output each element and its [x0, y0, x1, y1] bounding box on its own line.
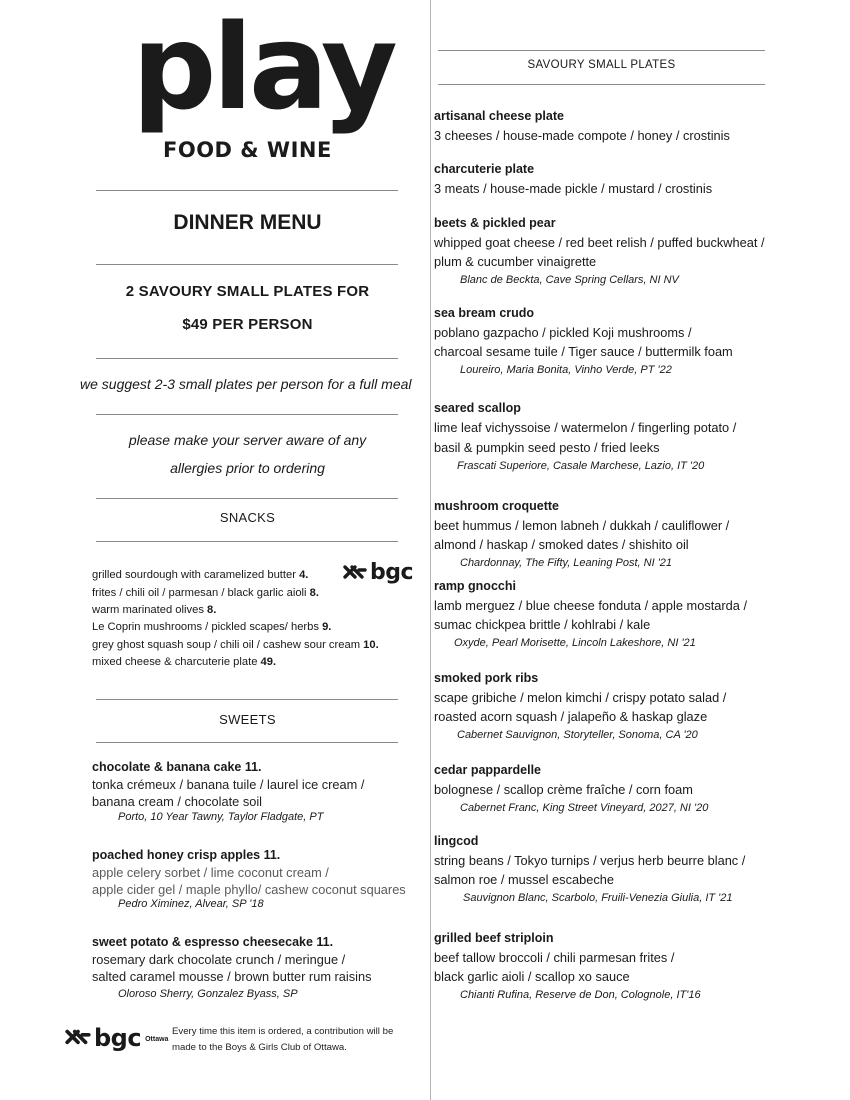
plate-name: sea bream crudo: [434, 306, 535, 320]
plate-description: black garlic aioli / scallop xo sauce: [434, 969, 630, 984]
bgc-ottawa-logo: [64, 1024, 168, 1052]
wine-pairing: Oloroso Sherry, Gonzalez Byass, SP: [118, 988, 298, 1000]
plate-description: beef tallow broccoli / chili parmesan frites /: [434, 950, 675, 965]
allergy-note-line-2: allergies prior to ordering: [170, 460, 325, 476]
plate-name: seared scallop: [434, 401, 521, 415]
divider: [96, 358, 398, 359]
bgc-logo-text: bgc: [94, 1024, 142, 1052]
snacks-heading: SNACKS: [219, 510, 276, 525]
plate-name: artisanal cheese plate: [434, 109, 564, 123]
divider: [96, 541, 398, 542]
plate-description: plum & cucumber vinaigrette: [434, 254, 597, 269]
plate-description: scape gribiche / melon kimchi / crispy potato salad /: [434, 690, 727, 705]
wine-pairing: Chianti Rufina, Reserve de Don, Colognole, IT'16: [460, 989, 701, 1001]
plate-description: almond / haskap / smoked dates / shishito oil: [434, 537, 689, 552]
restaurant-tagline: FOOD & WINE: [163, 138, 332, 162]
savoury-heading: SAVOURY SMALL PLATES: [527, 59, 676, 71]
sweets-heading: SWEETS: [219, 712, 276, 727]
sweet-description: tonka crémeux / banana tuile / laurel ice cream /: [92, 777, 365, 792]
plate-description: whipped goat cheese / red beet relish / puffed buckwheat /: [434, 235, 765, 250]
divider: [438, 50, 765, 51]
snack-item: mixed cheese & charcuterie plate 49.: [92, 656, 277, 668]
divider: [438, 84, 765, 85]
suggestion-note: we suggest 2-3 small plates per person for a full meal: [80, 376, 412, 392]
plate-description: 3 cheeses / house-made compote / honey / crostinis: [434, 128, 730, 143]
snack-item: frites / chili oil / parmesan / black garlic aioli 8.: [92, 587, 319, 599]
plate-description: poblano gazpacho / pickled Koji mushrooms /: [434, 325, 692, 340]
bgc-logo: [342, 560, 413, 585]
allergy-note-line-1: please make your server aware of any: [128, 432, 367, 448]
sweet-description: salted caramel mousse / brown butter rum raisins: [92, 969, 372, 984]
promo-line-1: 2 SAVOURY SMALL PLATES FOR: [125, 283, 370, 300]
divider: [96, 190, 398, 191]
plate-description: 3 meats / house-made pickle / mustard / crostinis: [434, 181, 713, 196]
bgc-x-icon: [64, 1027, 92, 1049]
divider: [96, 414, 398, 415]
wine-pairing: Cabernet Franc, King Street Vineyard, 2027, NI '20: [460, 802, 709, 814]
plate-description: sumac chickpea brittle / kohlrabi / kale: [434, 617, 651, 632]
sweet-name: poached honey crisp apples 11.: [92, 848, 281, 862]
plate-name: grilled beef striploin: [434, 931, 554, 945]
plate-description: beet hummus / lemon labneh / dukkah / cauliflower /: [434, 518, 730, 533]
bgc-logo-text: bgc: [370, 560, 414, 585]
wine-pairing: Chardonnay, The Fifty, Leaning Post, NI '21: [460, 557, 673, 569]
wine-pairing: Oxyde, Pearl Morisette, Lincoln Lakeshore, NI '21: [454, 637, 696, 649]
wine-pairing: Cabernet Sauvignon, Storyteller, Sonoma, CA '20: [457, 729, 698, 741]
snack-item: warm marinated olives 8.: [92, 604, 217, 616]
sweet-name: sweet potato & espresso cheesecake 11.: [92, 935, 334, 949]
bgc-x-icon: [342, 563, 368, 583]
plate-description: lime leaf vichyssoise / watermelon / fingerling potato /: [434, 420, 737, 435]
sweet-description: apple cider gel / maple phyllo/ cashew coconut squares: [92, 882, 406, 897]
bgc-logo-city: Ottawa: [145, 1035, 169, 1043]
plate-name: charcuterie plate: [434, 162, 535, 176]
snack-item: grilled sourdough with caramelized butter 4.: [92, 569, 309, 581]
plate-description: charcoal sesame tuile / Tiger sauce / buttermilk foam: [434, 344, 733, 359]
wine-pairing: Porto, 10 Year Tawny, Taylor Fladgate, PT: [118, 811, 324, 823]
divider: [96, 699, 398, 700]
plate-description: roasted acorn squash / jalapeño & haskap glaze: [434, 709, 708, 724]
divider: [96, 264, 398, 265]
sweet-description: rosemary dark chocolate crunch / meringue /: [92, 952, 346, 967]
column-divider: [430, 0, 431, 1100]
divider: [96, 498, 398, 499]
plate-description: basil & pumpkin seed pesto / fried leeks: [434, 440, 660, 455]
plate-name: cedar pappardelle: [434, 763, 541, 777]
sweet-name: chocolate & banana cake 11.: [92, 760, 262, 774]
restaurant-logo: play: [132, 0, 394, 136]
wine-pairing: Frascati Superiore, Casale Marchese, Lazio, IT '20: [457, 460, 705, 472]
wine-pairing: Blanc de Beckta, Cave Spring Cellars, NI NV: [460, 274, 679, 286]
plate-description: lamb merguez / blue cheese fonduta / apple mostarda /: [434, 598, 747, 613]
plate-name: mushroom croquette: [434, 499, 560, 513]
plate-name: beets & pickled pear: [434, 216, 556, 230]
wine-pairing: Loureiro, Maria Bonita, Vinho Verde, PT '22: [460, 364, 672, 376]
plate-name: smoked pork ribs: [434, 671, 539, 685]
plate-name: lingcod: [434, 834, 479, 848]
promo-line-2: $49 PER PERSON: [182, 316, 313, 333]
charity-note: Every time this item is ordered, a contribution will be made to the Boys & Girls Club of Ottawa.: [172, 1026, 394, 1053]
sweet-description: apple celery sorbet / lime coconut cream /: [92, 865, 329, 880]
wine-pairing: Pedro Ximinez, Alvear, SP '18: [118, 898, 264, 910]
snack-item: Le Coprin mushrooms / pickled scapes/ herbs 9.: [92, 621, 332, 633]
plate-description: bolognese / scallop crème fraîche / corn foam: [434, 782, 693, 797]
plate-name: ramp gnocchi: [434, 579, 516, 593]
plate-description: string beans / Tokyo turnips / verjus herb beurre blanc /: [434, 853, 746, 868]
sweet-description: banana cream / chocolate soil: [92, 794, 263, 809]
snack-item: grey ghost squash soup / chili oil / cashew sour cream 10.: [92, 639, 379, 651]
wine-pairing: Sauvignon Blanc, Scarbolo, Fruili-Venezia Giulia, IT '21: [463, 892, 733, 904]
plate-description: salmon roe / mussel escabeche: [434, 872, 614, 887]
divider: [96, 742, 398, 743]
menu-title: DINNER MENU: [173, 211, 322, 234]
